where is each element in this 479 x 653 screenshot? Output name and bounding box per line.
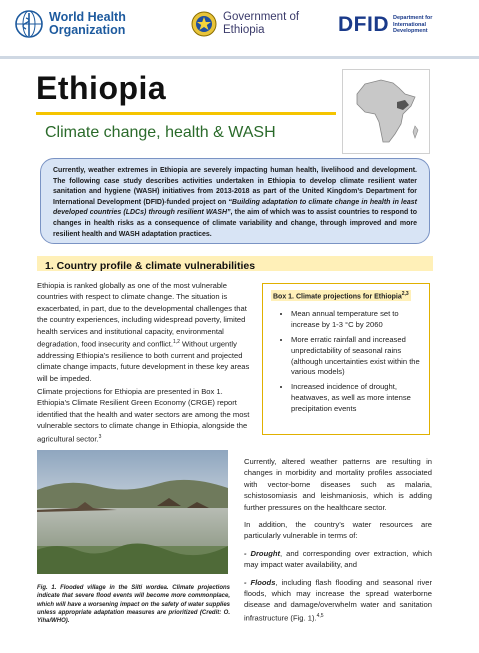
box1-heading-ref: 2,3 xyxy=(401,291,409,297)
right-column-text xyxy=(244,456,432,630)
page-title: Ethiopia xyxy=(36,70,167,106)
box1-item: • More erratic rainfall and increased unpredictability of seasonal rains (although uncertainties exist within the various models) xyxy=(291,335,429,378)
section-heading-country-profile xyxy=(37,256,433,271)
intro-summary-box xyxy=(40,158,430,244)
drought-label: - Drought xyxy=(244,548,281,558)
page-subtitle: Climate change, health & WASH xyxy=(45,124,276,141)
africa-map-icon xyxy=(343,70,429,153)
left-p1-text: Ethiopia is ranked globally as one of the most vulnerable countries with respect to climate change. The situation is exacerbated, in part, due to the developmental challenges that the country experiences, including widespread poverty, limited health services and institutional capacity, environmental degradation, food insecurity and conflict. xyxy=(37,281,247,349)
right-paragraph-2: In addition, the country’s water resources are particularly vulnerable in terms of: xyxy=(244,520,432,541)
photo-caption: Fig. 1. Flooded village in the Silti wordea. Climate projections indicate that severe flood events will become more commonplace, which will have a worsening impact on the safety of water supplies unless appropriate adaptation measures are prioritized (Credit: O. Yiha/WHO). xyxy=(37,585,230,625)
box1-heading-text: Box 1. Climate projections for Ethiopia xyxy=(273,293,402,301)
left-p2-ref: 3 xyxy=(98,433,102,440)
title-underline xyxy=(36,112,336,115)
who-name-line1: World Health xyxy=(49,10,126,24)
dfid-logo xyxy=(338,13,432,37)
right-paragraph-1: Currently, altered weather patterns are resulting in changes in morbidity and mortality profiles associated with vector-borne diseases such as malaria, schistosomiasis and leishmaniosis, which is adding further pressures on the healthcare sector. xyxy=(244,457,432,512)
africa-map xyxy=(342,69,430,154)
intro-text-project-title: “Building adaptation to climate change in health in least developed countries (LDCs) through resilient WASH” xyxy=(53,198,417,217)
who-name-line2: Organization xyxy=(49,23,126,37)
box1-item: • Mean annual temperature set to increase by 1-3 °C by 2060 xyxy=(291,309,429,331)
left-p2-text: Climate projections for Ethiopia are presented in Box 1. Ethiopia’s Climate Resilient Green Economy (CRGE) report identified that the health and water sectors are among the most vulnerable sectors to climate change in Ethiopia, alongside the agricultural sector. xyxy=(37,387,250,444)
dfid-line3: Development xyxy=(393,28,428,35)
who-emblem-icon xyxy=(14,9,44,39)
floods-ref: 4,5 xyxy=(316,612,324,619)
left-p1-text-cont: Without urgently addressing Ethiopia’s resilience to both current and projected climate change impacts, future development in these key areas will be impeded. xyxy=(37,339,250,383)
box1-list xyxy=(263,309,429,414)
intro-text-part1: Currently, weather extremes in Ethiopia are severely impacting human health, livelihood and development. The following case study describes activities undertaken in Ethiopia to develop climate resilient water sanitation and hygiene (WASH) initiatives from 2013-2018 as part of the United Kingdom’s Department for International Development (DFID)-funded project on xyxy=(53,167,417,206)
dfid-wordmark: DFID xyxy=(338,13,389,36)
intro-text xyxy=(41,159,429,247)
ethiopia-name-line1: Government of xyxy=(223,11,300,23)
floods-label: - Floods xyxy=(244,577,276,587)
box1-heading xyxy=(271,290,411,301)
intro-text-part2: , the aim of which was to assist countries to respond to changes in health risks as a consequence of climate variability and change, through improved and more resilient health and WASH adaptation practices. xyxy=(53,209,417,238)
dfid-line1: Department for xyxy=(393,15,433,22)
left-p1-ref: 1,2 xyxy=(172,339,180,346)
header-divider xyxy=(0,56,479,59)
ethiopia-emblem-icon xyxy=(191,11,217,37)
section-heading-text: 1. Country profile & climate vulnerabilities xyxy=(45,260,256,272)
flooded-village-photo xyxy=(37,450,228,574)
dfid-line2: International xyxy=(393,21,427,28)
box1-climate-projections xyxy=(262,283,430,435)
drought-text: , and corresponding over extraction, which may impact water availability, and xyxy=(244,548,432,570)
ethiopia-name-line2: Ethiopia xyxy=(223,24,265,36)
flood-photo-image xyxy=(37,450,228,574)
floods-text: , including flash flooding and seasonal river floods, which may increase the spread waterborne disease and damage/overwhelm water and sanitation infrastructure (Fig. 1). xyxy=(244,577,432,623)
right-paragraph-floods xyxy=(244,577,432,624)
left-paragraph-2 xyxy=(37,386,255,445)
left-paragraph-1 xyxy=(37,280,255,384)
box1-item: • Increased incidence of drought, heatwaves, as well as more intense precipitation events xyxy=(291,382,429,414)
right-paragraph-drought xyxy=(244,548,432,571)
who-logo xyxy=(14,9,126,39)
ethiopia-logo xyxy=(191,11,299,37)
